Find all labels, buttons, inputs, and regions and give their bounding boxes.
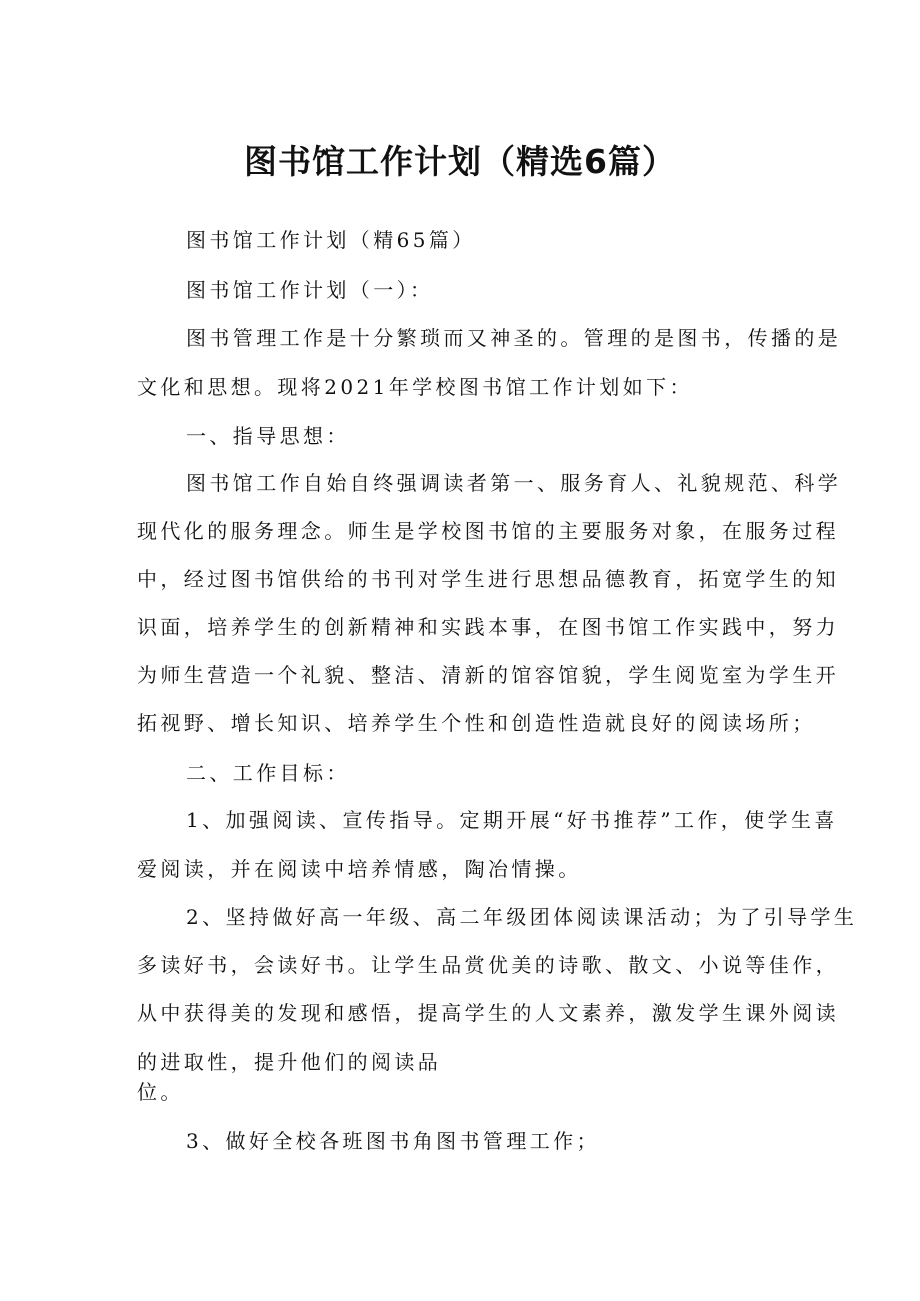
list-item-line: 1、加强阅读、宣传指导。定期开展“好书推荐”工作，使学生喜 (186, 808, 838, 832)
subtitle-line: 图书馆工作计划（精65篇） (186, 228, 476, 252)
list-item-line: 2、坚持做好高一年级、高二年级团体阅读课活动；为了引导学生 (186, 905, 858, 929)
paragraph-line: 文化和思想。现将2021年学校图书馆工作计划如下： (137, 375, 693, 399)
section-heading: 图书馆工作计划（一）： (186, 278, 434, 302)
list-item-line: 多读好书，会读好书。让学生品赏优美的诗歌、散文、小说等佳作， (137, 953, 839, 977)
list-item-line: 从中获得美的发现和感悟，提高学生的人文素养，激发学生课外阅读 (137, 1001, 839, 1025)
paragraph-line: 为师生营造一个礼貌、整洁、清新的馆容馆貌，学生阅览室为学生开 (137, 663, 839, 687)
paragraph-line: 现代化的服务理念。师生是学校图书馆的主要服务对象，在服务过程 (137, 519, 839, 543)
section-heading: 一、指导思想： (186, 424, 350, 448)
document-title: 图书馆工作计划（精选6篇） (244, 142, 676, 181)
list-item-line: 的进取性，提升他们的阅读品 (137, 1050, 442, 1074)
section-heading: 二、工作目标： (186, 761, 350, 785)
paragraph-line: 中，经过图书馆供给的书刊对学生进行思想品德教育，拓宽学生的知 (137, 567, 839, 591)
paragraph-line: 识面，培养学生的创新精神和实践本事，在图书馆工作实践中，努力 (137, 615, 839, 639)
paragraph-line: 图书馆工作自始自终强调读者第一、服务育人、礼貌规范、科学 (186, 471, 842, 495)
paragraph-line: 拓视野、增长知识、培养学生个性和创造性造就良好的阅读场所； (137, 711, 816, 735)
list-item-line: 位。 (137, 1080, 184, 1104)
list-item-line: 3、做好全校各班图书角图书管理工作； (186, 1129, 600, 1153)
list-item-line: 爱阅读，并在阅读中培养情感，陶冶情操。 (137, 857, 582, 881)
paragraph-line: 图书管理工作是十分繁琐而又神圣的。管理的是图书，传播的是 (186, 326, 842, 350)
